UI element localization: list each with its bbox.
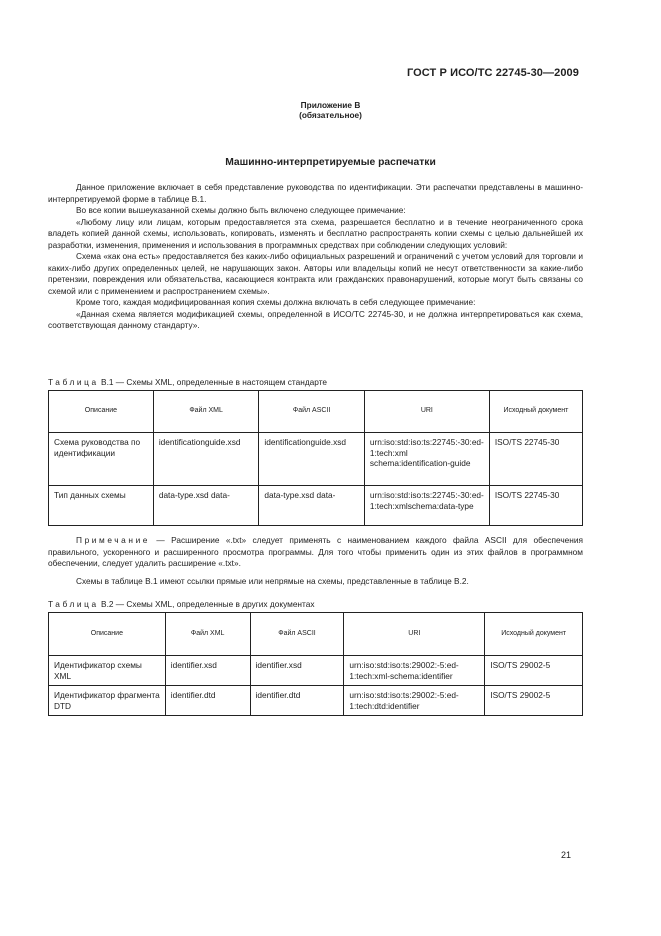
paragraph: Схема «как она есть» предоставляется без каких-либо официальных разрешений и ограничений с учетом условий для торговли и каких-либо других определенных целей, не нарушающих закон. Авторы или владельцы копий не несут ответственности за какие-либо претензии, повреждения или обязательства, касающиеся контракта или гражданских правонарушений, которые могут быть связаны со схемой или с применением и распространением схемы». — [48, 251, 583, 296]
caption-word: Таблица — [48, 377, 99, 387]
document-code: ГОСТ Р ИСО/ТС 22745-30—2009 — [406, 67, 579, 79]
table-row — [49, 433, 583, 486]
table-row — [49, 486, 583, 526]
paragraph: «Данная схема является модификацией схемы, определенной в ИСО/ТС 22745-30, и не должна интерпретироваться как схема, соответствующая данному стандарту». — [48, 308, 583, 330]
caption-word: Таблица — [48, 599, 99, 609]
column-header: Исходный документ — [485, 613, 583, 656]
table-cell: urn:iso:std:iso:ts:22745:-30:ed-1:tech:xmlschema:data-type — [364, 486, 489, 526]
table-row — [49, 686, 583, 716]
paragraph: Кроме того, каждая модифицированная копия схемы должна включать в себя следующее примечание: — [76, 297, 476, 307]
note-label: Примечание — [76, 535, 151, 545]
table-cell: identifier.xsd — [165, 656, 250, 686]
table1-caption — [48, 377, 327, 387]
table-cell: identifier.xsd — [250, 656, 344, 686]
body-text — [48, 182, 583, 332]
paragraph: Во все копии вышеуказанной схемы должно быть включено следующее примечание: — [76, 205, 406, 215]
column-header: URI — [344, 613, 485, 656]
table-header-row — [49, 391, 583, 433]
page-number: 21 — [560, 850, 571, 860]
column-header: Файл ASCII — [250, 613, 344, 656]
paragraph: Схемы в таблице В.1 имеют ссылки прямые или непрямые на схемы, представленные в таблице В.2. — [76, 575, 469, 586]
table-cell: ISO/TS 22745-30 — [489, 486, 582, 526]
table1 — [48, 390, 583, 526]
column-header: Описание — [49, 391, 154, 433]
paragraph: «Любому лицу или лицам, которым предоставляется эта схема, разрешается бесплатно и в течение неограниченного срока владеть копией данной схемы, использовать, копировать, изменять и бесплатно распространять копии схемы с целью дальнейшей их разработки, изменения, применения и использования в программных средствах при соблюдении следующих условий: — [48, 216, 583, 250]
note-text: — Расширение «.txt» следует применять с наименованием каждого файла ASCII для обеспечения правильного, ускоренного и расширенного просмотра программы. Для того чтобы применить один из этих файлов в программном обеспечении, следует удалить расширение «.txt». — [48, 535, 583, 568]
table-cell: identifier.dtd — [250, 686, 344, 716]
page-title: Машинно-интерпретируемые распечатки — [225, 157, 436, 168]
table-cell: Идентификатор фрагмента DTD — [49, 686, 166, 716]
table2 — [48, 612, 583, 716]
table-cell: urn:iso:std:iso:ts:29002:-5:ed-1:tech:xml-schema:identifier — [344, 656, 485, 686]
table-cell: data-type.xsd data- — [259, 486, 365, 526]
table-cell: Тип данных схемы — [49, 486, 154, 526]
column-header: Файл ASCII — [259, 391, 365, 433]
appendix-status: (обязательное) — [299, 110, 362, 120]
column-header: Исходный документ — [489, 391, 582, 433]
table-note — [48, 535, 583, 587]
caption-text: В.2 — Схемы XML, определенные в других документах — [101, 599, 315, 609]
paragraph: Данное приложение включает в себя представление руководства по идентификации. Эти распечатки представлены в машинно-интерпретируемой форме в таблице В.1. — [48, 182, 583, 204]
caption-text: В.1 — Схемы XML, определенные в настоящем стандарте — [101, 377, 328, 387]
table-cell: ISO/TS 29002-5 — [485, 686, 583, 716]
table-cell: identifier.dtd — [165, 686, 250, 716]
column-header: Описание — [49, 613, 166, 656]
table-cell: urn:iso:std:iso:ts:22745:-30:ed-1:tech:xml schema:identification-guide — [364, 433, 489, 486]
column-header: URI — [364, 391, 489, 433]
table-cell: identificationguide.xsd — [259, 433, 365, 486]
table-row — [49, 656, 583, 686]
table-cell: ISO/TS 29002-5 — [485, 656, 583, 686]
column-header: Файл XML — [153, 391, 259, 433]
table-cell: identificationguide.xsd — [153, 433, 259, 486]
appendix-label: Приложение В — [300, 100, 361, 110]
table-cell: urn:iso:std:iso:ts:29002:-5:ed-1:tech:dtd:identifier — [344, 686, 485, 716]
table2-caption — [48, 599, 315, 609]
table-cell: Схема руководства по идентификации — [49, 433, 154, 486]
table-cell: data-type.xsd data- — [153, 486, 259, 526]
table-header-row — [49, 613, 583, 656]
table-cell: Идентификатор схемы XML — [49, 656, 166, 686]
table-cell: ISO/TS 22745-30 — [489, 433, 582, 486]
column-header: Файл XML — [165, 613, 250, 656]
